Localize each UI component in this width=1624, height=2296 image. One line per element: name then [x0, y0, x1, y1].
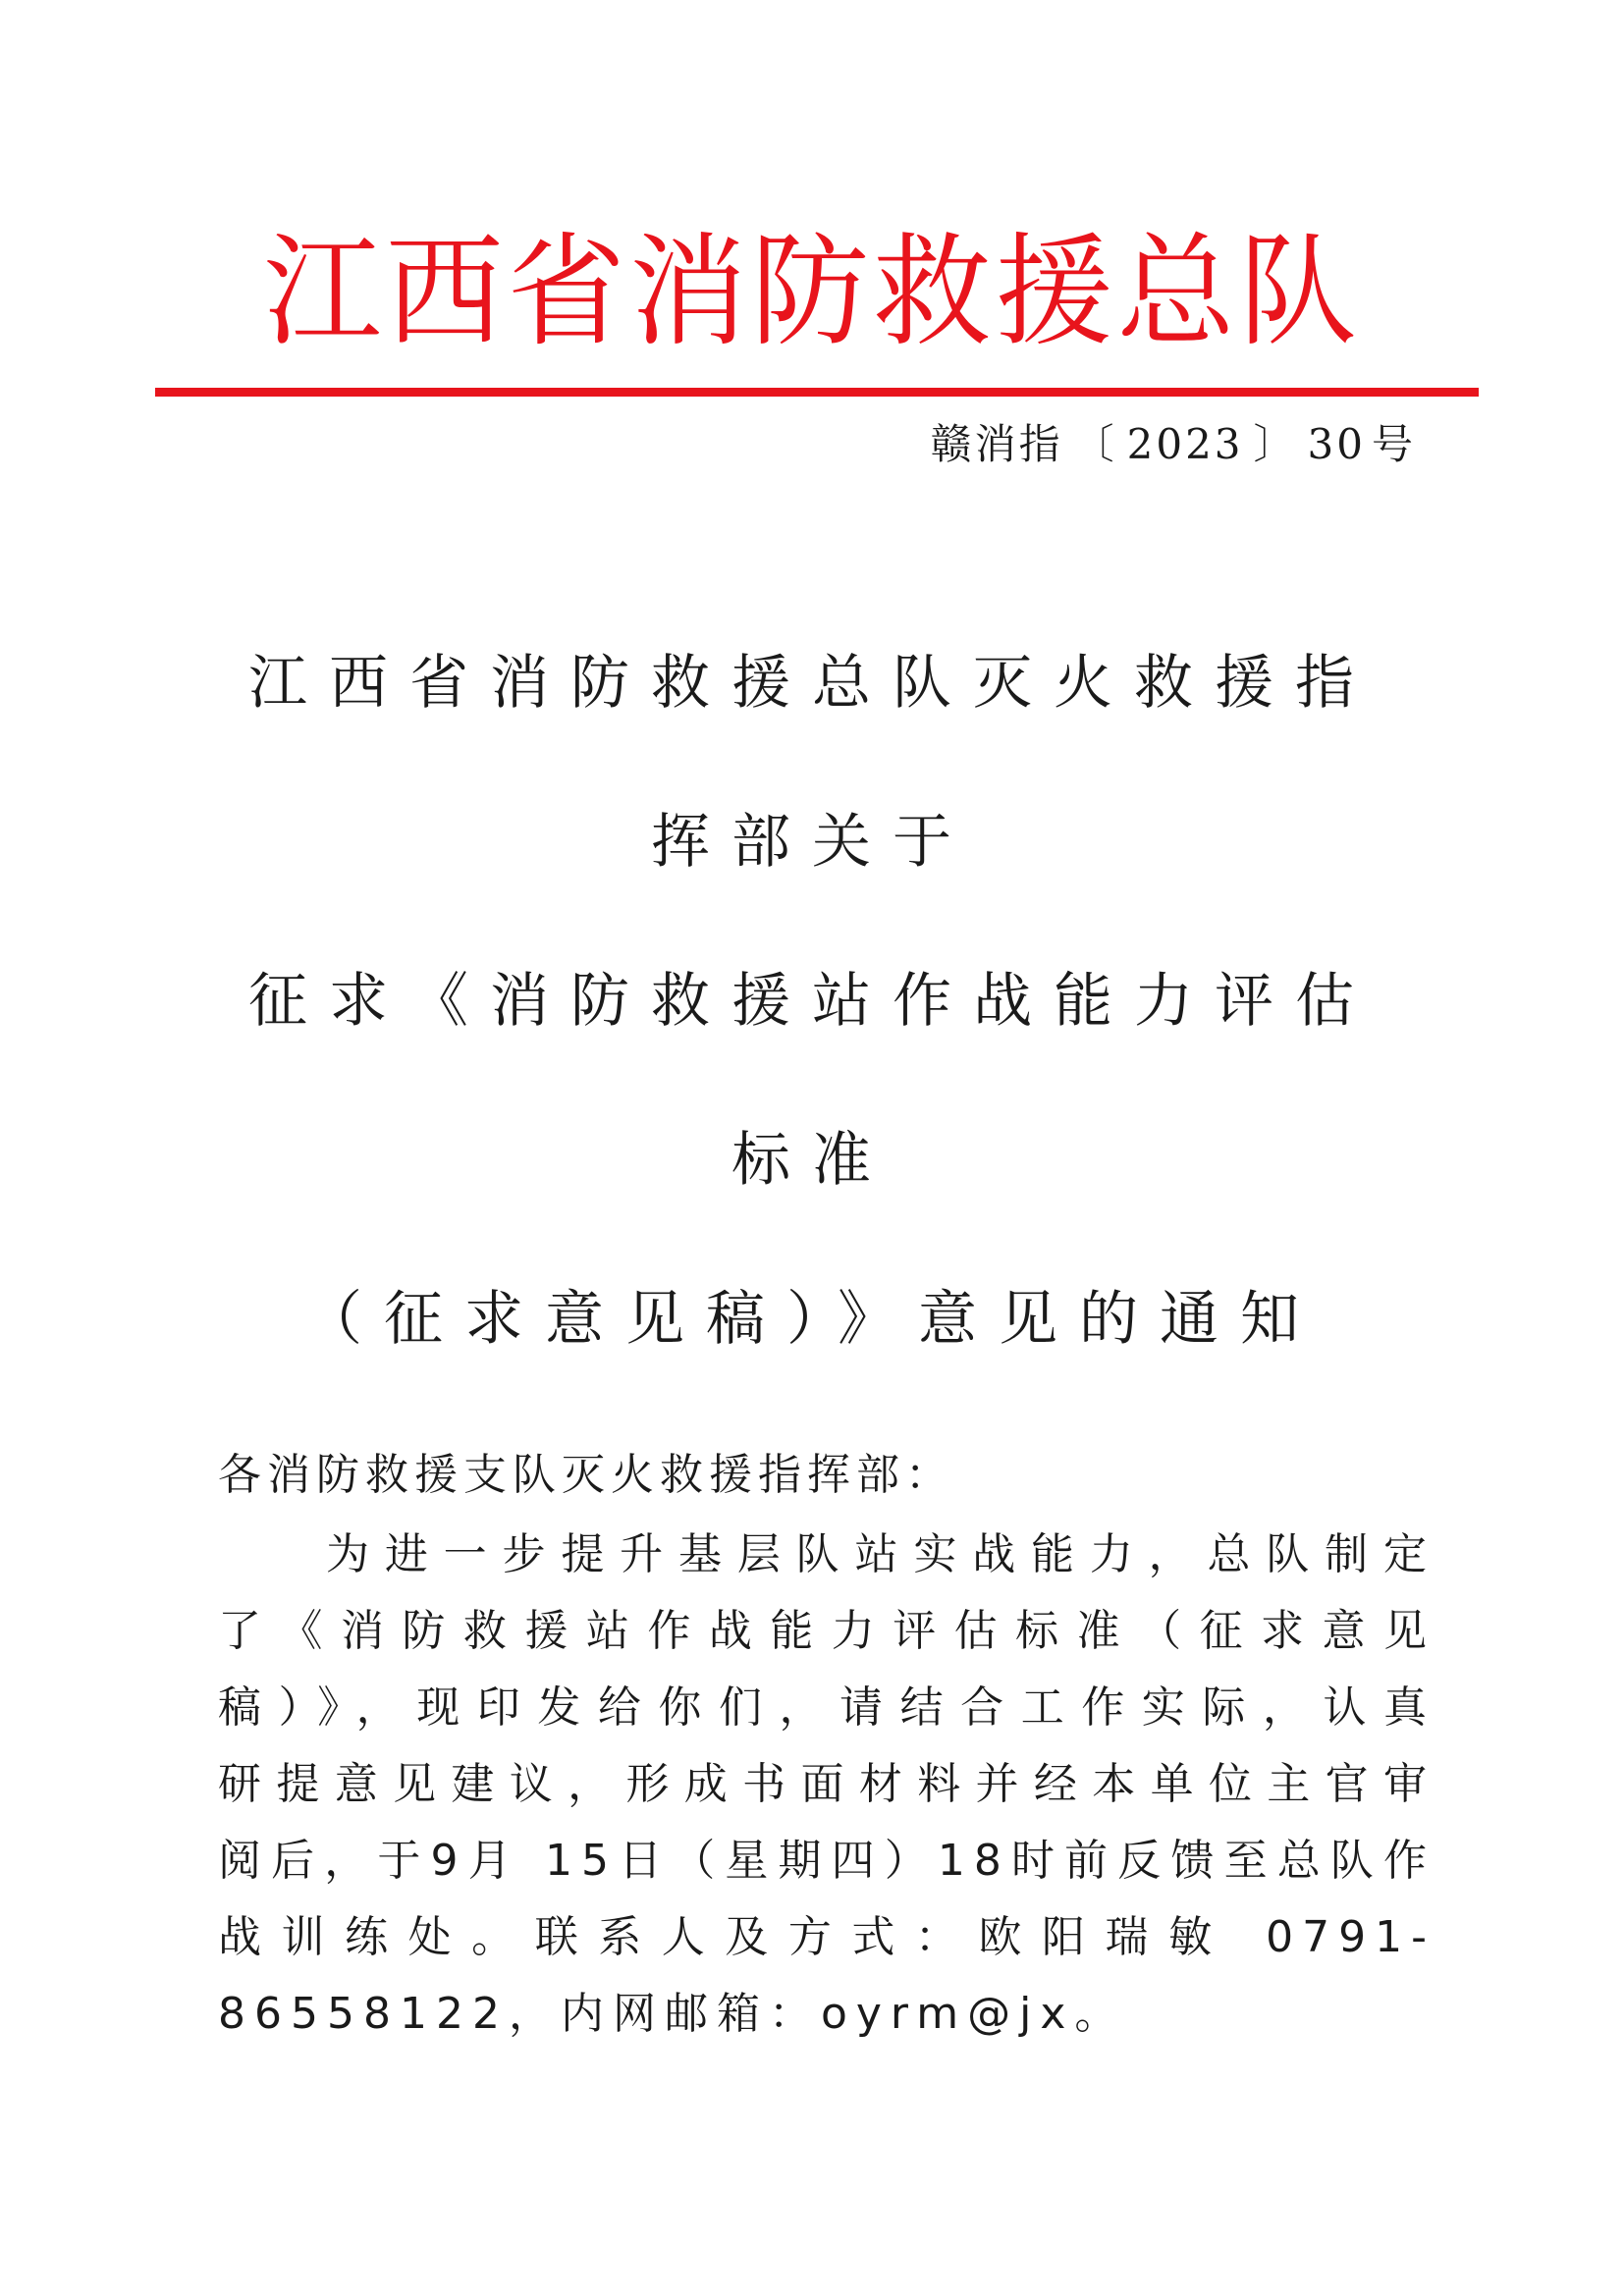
document-title	[0, 604, 1624, 1399]
doc-number-value: 30	[1307, 420, 1366, 468]
title-line: （征求意见稿）》意见的通知	[303, 1285, 1321, 1354]
body-line: 为进一步提升基层队站实战能力，总队制定	[326, 1529, 1435, 1579]
body-line: 了《消防救援站作战能力评估标准（征求意见	[218, 1606, 1435, 1656]
title-line: 挥部关于	[651, 808, 973, 877]
doc-number-suffix: 号	[1371, 420, 1416, 468]
body-line: 稿）》，现印发给你们，请结合工作实际，认真	[218, 1682, 1435, 1733]
title-line: 征求《消防救援站作战能力评估	[248, 967, 1376, 1036]
issuing-authority-header	[25, 224, 1599, 361]
bracket-open: 〔	[1072, 420, 1117, 468]
bracket-close: 〕	[1253, 420, 1298, 468]
doc-prefix: 赣消指	[930, 420, 1063, 468]
body-line: 研提意见建议，形成书面材料并经本单位主官审	[218, 1759, 1435, 1809]
title-line: 江西省消防救援总队灭火救援指	[248, 649, 1376, 718]
body-line: 战训练处。联系人及方式：欧阳瑞敏 0791-	[218, 1912, 1435, 1962]
salutation: 各消防救援支队灭火救援指挥部：	[218, 1450, 954, 1500]
doc-year: 2023	[1126, 420, 1244, 468]
document-number	[931, 417, 1416, 472]
body-line: 阅后，于9月 15日（星期四）18时前反馈至总队作	[218, 1836, 1435, 1886]
org-name: 江西省消防救援总队	[263, 222, 1361, 363]
body-line: 86558122，内网邮箱：oyrm@jx。	[218, 1989, 1127, 2039]
red-header-rule	[155, 388, 1479, 397]
body-paragraph	[218, 1517, 1435, 2053]
title-line: 标准	[731, 1126, 893, 1195]
